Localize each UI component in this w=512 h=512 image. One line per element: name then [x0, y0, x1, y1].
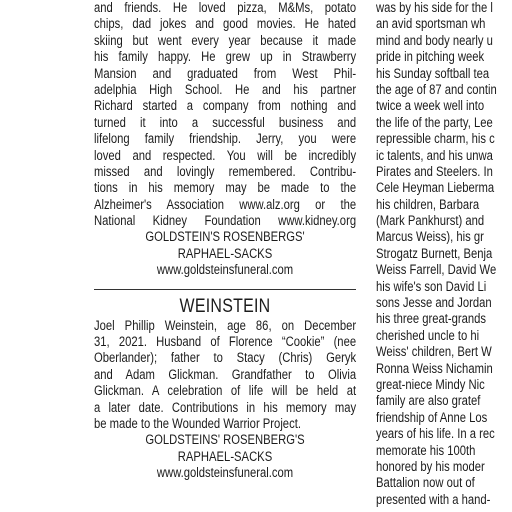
obituary-text-line: presented with a hand- — [376, 491, 491, 507]
obituary-text-line: and friends. He loved pizza, M&Ms, potato — [94, 0, 357, 15]
obituary-text-line: great-niece Mindy Nic — [376, 376, 485, 392]
obituary-text-line: honored by his moder — [376, 458, 485, 474]
obituary-column-left — [94, 0, 356, 482]
obituary-text-line: Mansion and graduated from West Phil- — [94, 65, 357, 81]
funeral-home-line: RAPHAEL-SACKS — [177, 245, 273, 261]
obituary-text-line: the age of 87 and contin — [376, 81, 497, 97]
obituary-text-line: a later date. Contributions in his memory may — [94, 399, 357, 415]
obituary-text-line: his wife's son David Li — [376, 278, 487, 294]
obituary-text-line: the life of the party, Lee — [376, 114, 493, 130]
obituary-text-line: National Kidney Foundation www.kidney.org — [94, 213, 357, 229]
obituary-text-line: adelphia High School. He and his partner — [94, 81, 357, 97]
obituary-text-line: Oberlander); father to Stacy (Chris) Geryk — [94, 350, 357, 366]
obituary-text-line: lifelong family friendship. Jerry, you were — [94, 131, 357, 147]
obituary-text-line: tions in his memory may be made to the — [94, 180, 357, 196]
funeral-home-line: www.goldsteinsfuneral.com — [156, 465, 294, 481]
obituary-text-line: Cele Heyman Lieberma — [376, 180, 495, 196]
obituary-text-line: years of his life. In a rec — [376, 426, 495, 442]
obituary-text-line: sons Jesse and Jordan — [376, 295, 492, 311]
obituary-text-line: Battalion now out of — [376, 475, 475, 491]
obituary-notice-weinstein — [94, 318, 356, 433]
obituary-text-line: skiing but went every year because it made — [94, 32, 357, 48]
obituary-text-line: missed and lovingly remembered. Contribu- — [94, 163, 357, 179]
obituary-text-line: twice a week well into — [376, 98, 485, 114]
obituary-text-line: and Adam Glickman. Grandfather to Olivia — [94, 366, 357, 382]
obituary-text-line: was by his side for the l — [376, 0, 493, 15]
funeral-home-credit — [94, 229, 356, 278]
obituary-text-line: ic talents, and his unwa — [376, 147, 493, 163]
obituary-text-line: Glickman. A celebration of life will be held at — [94, 383, 357, 399]
obituary-text-line: Ronna Weiss Nichamin — [376, 360, 493, 376]
funeral-home-line: GOLDSTEINS' ROSENBERG'S — [145, 432, 305, 448]
obituary-text-line: 31, 2021. Husband of Florence “Cookie” (nee — [94, 334, 357, 350]
funeral-home-line: GOLDSTEIN'S ROSENBERGS' — [145, 229, 305, 245]
funeral-home-line: RAPHAEL-SACKS — [177, 448, 273, 464]
obituary-text-line: cherished uncle to hi — [376, 327, 480, 343]
obituary-text-line: loved and respected. You will be incredibly — [94, 147, 357, 163]
obituary-notice-continued — [94, 0, 356, 229]
obituary-text-line: Joel Phillip Weinstein, age 86, on December — [94, 317, 357, 333]
obituary-text-line: repressible charm, his c — [376, 131, 495, 147]
obituary-text-line: (Mark Pankhurst) and — [376, 213, 485, 229]
obituary-text-line: Weiss' children, Bert W — [376, 344, 492, 360]
obituary-text-line: an avid sportsman wh — [376, 16, 486, 32]
notice-divider — [94, 289, 356, 290]
obituary-text-line: his Sunday softball tea — [376, 65, 490, 81]
obituary-text-line: his family happy. He grew up in Strawberry — [94, 49, 357, 65]
obituary-text-line: be made to the Wounded Warrior Project. — [94, 415, 301, 431]
obituary-text-line: Alzheimer's Association www.alz.org or the — [94, 196, 357, 212]
funeral-home-credit — [94, 432, 356, 481]
obituary-heading: WEINSTEIN — [179, 295, 271, 317]
obituary-text-line: turned it into a successful business and — [94, 114, 357, 130]
obituary-text-line: chips, dad jokes and good movies. He hated — [94, 16, 357, 32]
obituary-text-line: his three great-grands — [376, 311, 487, 327]
obituary-text-line: Marcus Weiss), his gr — [376, 229, 484, 245]
obituary-text-line: Strogatz Burnett, Benja — [376, 245, 493, 261]
obituary-text-line: Richard started a company from nothing and — [94, 98, 357, 114]
obituary-text-line: mind and body nearly u — [376, 32, 493, 48]
obituary-text-line: Weiss Farrell, David We — [376, 262, 497, 278]
obituary-column-right — [376, 0, 512, 508]
obituary-text-line: Pirates and Steelers. In — [376, 163, 493, 179]
obituary-text-line: pride in pitching week — [376, 49, 485, 65]
obituary-text-line: friendship of Anne Los — [376, 409, 488, 425]
obituary-text-line: family are also gratef — [376, 393, 481, 409]
obituary-text-line: memorate his 100th — [376, 442, 476, 458]
obituary-text-line: his children, Barbara — [376, 196, 480, 212]
funeral-home-line: www.goldsteinsfuneral.com — [156, 262, 294, 278]
